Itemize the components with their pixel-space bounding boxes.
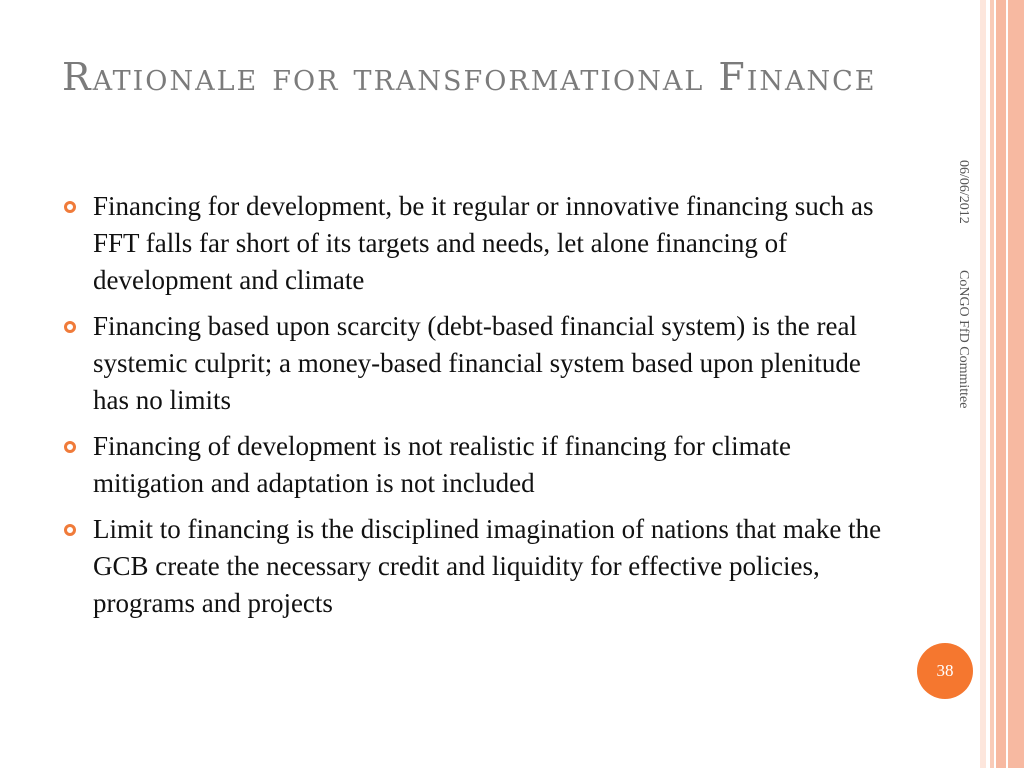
- decorative-stripe-mid: [990, 0, 994, 768]
- bullet-icon: [64, 524, 76, 536]
- decorative-stripe-dark: [996, 0, 1024, 768]
- slide-date: 06/06/2012: [956, 160, 971, 224]
- bullet-text-4: Limit to financing is the disciplined imagination of nations that make the GCB create the necessary credit and liquidity for effective policies, programs and projects: [93, 514, 882, 618]
- page-number-badge: [917, 643, 973, 699]
- bullet-icon: [64, 321, 76, 333]
- bullet-item-2: [62, 308, 892, 419]
- decorative-stripe-line: [1006, 0, 1008, 768]
- bullet-item-3: [62, 428, 892, 502]
- bullet-icon: [64, 201, 76, 213]
- bullet-text-2: Financing based upon scarcity (debt-based financial system) is the real systemic culprit; a money-based financial system based upon plenitude has no limits: [93, 311, 861, 415]
- bullet-text-3: Financing of development is not realistic if financing for climate mitigation and adaptation is not included: [93, 431, 792, 498]
- page-number: 38: [936, 661, 954, 680]
- bullet-icon: [64, 441, 76, 453]
- bullet-text-1: Financing for development, be it regular or innovative financing such as FFT falls far short of its targets and needs, let alone financing of development and climate: [93, 191, 874, 295]
- slide-title: Rationale for transformational Finance: [62, 55, 877, 99]
- decorative-stripe-light: [980, 0, 986, 768]
- bullet-list: [62, 188, 892, 631]
- bullet-item-1: [62, 188, 892, 299]
- bullet-item-4: [62, 511, 892, 622]
- slide-footer: CoNGO FfD Committee: [956, 270, 971, 409]
